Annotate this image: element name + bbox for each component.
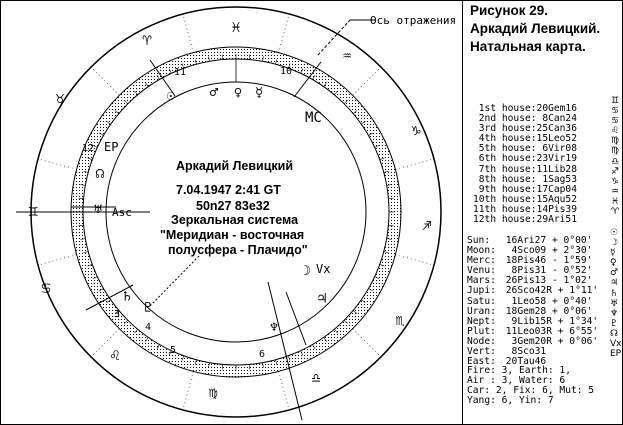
sign-divider: [353, 67, 381, 95]
figure-number: Рисунок 29.: [470, 3, 548, 18]
sign-divider: [279, 371, 289, 410]
house-row: [473, 136, 620, 155]
pisces-icon: ♓: [231, 18, 241, 36]
planet-position: 4Sco09: [500, 245, 547, 257]
node-icon: ☊: [610, 328, 618, 339]
virgo-icon: ♍: [611, 136, 620, 147]
mercury-icon: ☿: [610, 248, 616, 259]
planet-row: [467, 315, 619, 337]
planet-label: Sun:: [467, 235, 491, 246]
birth-date-time: 7.04.1947 2:41 GT: [176, 183, 281, 197]
planet-position: 16Ari27: [500, 235, 547, 246]
planet-speed: - 1°59': [546, 255, 593, 267]
sign-divider: [353, 329, 381, 357]
venus-icon: ♀: [610, 258, 617, 269]
mirror-axis-label: Ось отражения: [370, 14, 457, 27]
leo-icon: ♌: [110, 346, 120, 364]
house-label: 4th house:: [473, 133, 537, 145]
planet-row: [467, 245, 616, 267]
system-quote-line2: полусфера - Плачидо": [168, 243, 308, 257]
sagittarius-icon: ♐: [422, 216, 432, 234]
jupiter-icon: ♃: [610, 278, 619, 289]
cancer-icon: ♋: [611, 116, 620, 127]
mercury-icon: ☿: [254, 85, 264, 101]
house-value: 15Leo52: [536, 133, 577, 145]
ep-icon: EP: [610, 349, 622, 360]
capricorn-icon: ♑: [611, 176, 620, 187]
planet-row: [467, 235, 619, 257]
neptune-icon: ♆: [269, 320, 279, 336]
pisces-icon: ♓: [611, 196, 620, 207]
house-row: [473, 106, 620, 125]
house-row: [473, 186, 620, 205]
gemini-icon: ♊: [28, 202, 38, 220]
leo-icon: ♌: [611, 126, 620, 137]
mars-icon: ♂: [209, 85, 219, 101]
planet-row: [467, 305, 619, 327]
planet-label: Venu:: [467, 265, 496, 277]
sign-divider: [395, 255, 434, 265]
east-point-label: EP: [104, 140, 119, 154]
aries-icon: ♈: [142, 31, 152, 49]
neptune-icon: ♆: [610, 308, 619, 319]
element-totals: [467, 366, 594, 406]
house-value: 11Lib28: [536, 163, 577, 175]
house-row: [473, 207, 620, 226]
uranus-icon: ♅: [93, 202, 103, 218]
birth-coordinates: 50n27 83e32: [196, 199, 270, 213]
house-row: [473, 166, 620, 185]
cancer-icon: ♋: [611, 106, 620, 117]
sign-divider: [38, 159, 77, 169]
house-row: [473, 146, 620, 165]
gemini-icon: ♊: [611, 96, 620, 106]
libra-icon: ♎: [311, 369, 321, 387]
planet-label: East:: [467, 356, 496, 368]
house-value: 17Cap04: [536, 183, 577, 195]
house-label: 7th house:: [473, 163, 537, 175]
system-quote-line1: "Меридиан - восточная: [160, 228, 305, 242]
house-label: 5th house:: [473, 143, 537, 155]
house-number: 12: [81, 143, 95, 154]
planet-label: Plut:: [467, 325, 496, 337]
planet-row: [467, 275, 619, 297]
house-value: 6Vir08: [536, 143, 577, 155]
sign-divider: [183, 371, 193, 410]
planet-position: 11Leo03R: [500, 325, 552, 337]
sign-divider: [279, 14, 289, 53]
planet-position: 26Pis13: [500, 275, 547, 287]
house-row: [473, 126, 620, 145]
moon-icon: ☽: [610, 238, 619, 249]
planet-position: 20Tau46: [500, 356, 547, 368]
libra-icon: ♎: [611, 156, 620, 167]
planet-speed: + 1°34': [551, 315, 599, 327]
planet-label: Mars:: [467, 275, 496, 287]
jupiter-icon: ♃: [317, 291, 327, 307]
planet-row: [467, 255, 617, 277]
house-value: 8Can24: [536, 113, 577, 125]
house-cusp-line: [286, 292, 306, 345]
house-label: 1st house:: [473, 103, 537, 114]
vertex-icon: Vx: [610, 339, 622, 350]
planet-position: 9Lib15R: [500, 315, 552, 327]
house-row: [473, 156, 620, 175]
sign-divider: [183, 14, 193, 53]
planet-speed: + 0°06': [546, 305, 593, 317]
house-number: 10: [279, 66, 293, 77]
virgo-icon: ♍: [611, 146, 620, 157]
planet-speed: + 6°55': [551, 325, 599, 337]
totals-air-water: Air : 3, Water: 6: [467, 375, 566, 387]
sun-icon: ☉: [166, 88, 176, 104]
saturn-icon: ♄: [122, 289, 132, 305]
totals-yang-yin: Yang: 6, Yin: 7: [467, 395, 554, 407]
taurus-icon: ♉: [55, 89, 65, 107]
planet-row: [467, 325, 618, 347]
house-row: [473, 96, 620, 114]
house-value: 15Aqu52: [536, 193, 577, 205]
house-label: 2nd house:: [473, 113, 537, 125]
capricorn-icon: ♑: [411, 121, 421, 139]
house-label: 12th house:: [473, 214, 537, 226]
planet-position: 8Sco31: [500, 346, 547, 358]
pluto-icon: ♇: [143, 300, 153, 316]
planet-label: Moon:: [467, 245, 496, 257]
planet-speed: + 2°30': [546, 245, 593, 257]
planet-position: 1Leo58: [500, 295, 547, 307]
cancer-icon: ♋: [41, 279, 51, 297]
person-name: Аркадий Левицкий.: [470, 21, 601, 36]
house-number: 4: [144, 322, 152, 333]
sign-divider: [91, 67, 119, 95]
planet-position: 18Pis46: [500, 255, 547, 267]
mars-icon: ♂: [610, 268, 619, 279]
planet-row: [467, 346, 622, 368]
chart-kind: Натальная карта.: [470, 39, 586, 54]
house-row: [473, 176, 620, 195]
scorpio-icon: ♏: [395, 311, 405, 329]
house-system: Зеркальная система: [171, 213, 299, 227]
house-label: 11th house:: [473, 203, 537, 215]
virgo-icon: ♍: [208, 383, 218, 401]
vertex-label: Vx: [316, 262, 331, 276]
aquarius-icon: ♒: [611, 186, 620, 197]
pluto-icon: ♇: [610, 318, 619, 329]
planet-speed: + 0°06': [551, 335, 599, 347]
house-number: 5: [169, 345, 177, 356]
planet-speed: + 0°00': [546, 235, 593, 246]
aquarius-icon: ♒: [342, 46, 352, 64]
midheaven-label: MC: [305, 110, 322, 126]
sagittarius-icon: ♐: [611, 166, 620, 177]
aries-icon: ♈: [611, 207, 620, 218]
planet-label: Nept:: [467, 315, 496, 327]
planet-position: 3Gem20R: [500, 335, 552, 347]
planet-row: [467, 295, 619, 317]
house-number: 6: [258, 349, 266, 360]
house-number: 3: [113, 309, 121, 320]
figure-title: [470, 2, 620, 56]
house-label: 10th house:: [473, 193, 537, 205]
node-icon: ☊: [95, 166, 105, 182]
house-cusp-table: [473, 96, 620, 226]
house-row: [473, 116, 620, 135]
house-value: 25Can36: [536, 123, 577, 135]
planet-label: Node:: [467, 335, 496, 347]
planet-label: Vert:: [467, 346, 496, 358]
planet-position: 8Pis31: [500, 265, 547, 277]
house-label: 8th house:: [473, 173, 537, 185]
planet-speed: + 0°40': [546, 295, 593, 307]
planet-position-table: [467, 228, 622, 368]
venus-icon: ♀: [233, 85, 243, 101]
sign-divider: [38, 255, 77, 265]
totals-fire-earth: Fire: 3, Earth: 1,: [467, 365, 571, 376]
totals-modes: Car: 2, Fix: 6, Mut: 5: [467, 385, 595, 397]
aspect-line: [150, 255, 200, 306]
planet-position: 18Gem28: [500, 305, 547, 317]
house-value: 20Gem16: [536, 103, 577, 114]
house-value: 14Pis39: [536, 203, 577, 215]
uranus-icon: ♅: [610, 298, 619, 309]
house-label: 9th house:: [473, 183, 537, 195]
chart-owner-name: Аркадий Левицкий: [176, 159, 294, 173]
planet-label: Merc:: [467, 255, 496, 267]
house-value: 1Sag53: [536, 173, 577, 185]
saturn-icon: ♄: [610, 288, 619, 299]
house-row: [473, 196, 620, 215]
house-label: 3rd house:: [473, 123, 537, 135]
planet-label: Uran:: [467, 305, 496, 317]
moon-icon: ☽: [302, 263, 312, 279]
planet-row: [467, 288, 619, 307]
sign-divider: [395, 159, 434, 169]
house-value: 23Vir19: [536, 153, 577, 165]
planet-row: [467, 265, 619, 287]
planet-row: [467, 228, 619, 246]
planet-position: 26Sco42R: [500, 285, 552, 297]
sun-icon: ☉: [610, 228, 619, 238]
house-number: 11: [173, 67, 187, 78]
house-cusp-line: [268, 282, 302, 420]
planet-label: Satu:: [467, 295, 496, 307]
ascendant-label: Asc: [112, 206, 132, 219]
house-label: 6th house:: [473, 153, 537, 165]
planet-speed: - 1°02': [546, 275, 593, 287]
planet-speed: - 0°52': [546, 265, 593, 277]
planet-label: Jupi:: [467, 285, 496, 297]
panel-divider: [462, 0, 463, 425]
house-value: 29Ari51: [536, 214, 577, 226]
planet-speed: + 1°11': [551, 285, 599, 297]
